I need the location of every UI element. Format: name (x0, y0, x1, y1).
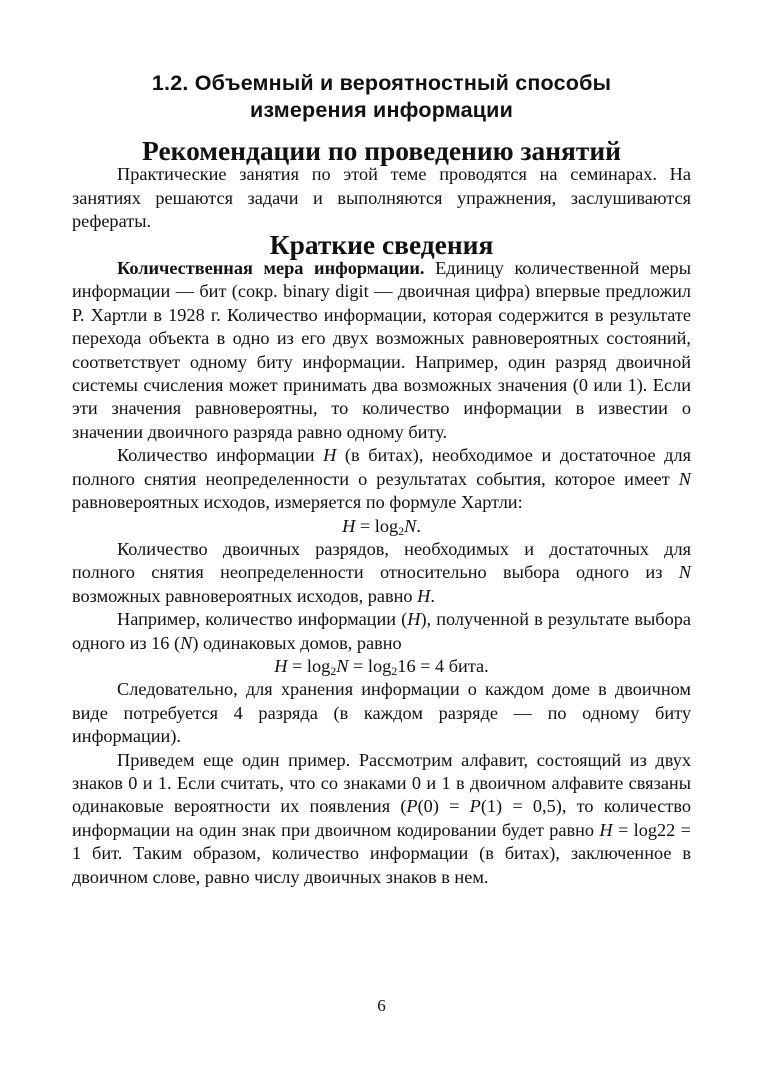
variable-p: P (406, 796, 418, 817)
subscript: 2 (398, 523, 405, 538)
section-heading-recommendations: Рекомендации по проведению занятий (142, 136, 621, 166)
text-fragment: (1) = 0,5), то количество информации на один знак при двоичном кодировании будет равно (72, 796, 691, 840)
formula-houses (72, 655, 691, 678)
variable-n: N (180, 632, 193, 653)
chapter-title-line-2: измерения информации (250, 98, 513, 122)
variable-h: H (274, 655, 288, 676)
variable-h: H (342, 515, 356, 536)
section-heading-summary: Краткие сведения (269, 229, 494, 260)
subscript: 2 (330, 663, 337, 678)
paragraph-quantitative-measure (72, 257, 691, 444)
text-fragment: Количество информации (117, 445, 324, 466)
variable-p: P (469, 796, 481, 817)
text-fragment: возможных равновероятных исходов, равно (72, 585, 418, 606)
text-fragment: (в битах), необходимое и достаточное для полного снятия неопределенности о результатах события, которое имеет (72, 445, 691, 489)
variable-n: N (336, 655, 349, 676)
paragraph-hartley-intro (72, 444, 691, 514)
term-quantitative-measure: Количественная мера информации. (117, 258, 425, 279)
text-fragment: Например, количество информации ( (117, 609, 408, 630)
text-fragment: Количество двоичных разрядов, необходимых и достаточных для полного снятия неопределенности относительно выбора одного из (72, 538, 691, 583)
variable-h: H (599, 819, 613, 840)
paragraph-storage: Следовательно, для хранения информации о каждом доме в двоичном виде потребуется 4 разряда (в каждом разряде — по одному биту информации). (72, 679, 691, 747)
text-fragment: ), полученной в результате выбора одного из 16 ( (72, 609, 691, 653)
text-fragment: = log22 = 1 бит. Таким образом, количество информации (в битах), заключенное в двоичном слове, равно числу двоичных знаков в нем. (72, 819, 691, 887)
variable-n: N (678, 562, 691, 583)
formula-fragment: = log (355, 515, 399, 536)
text-fragment: ) одинаковых домов, равно (192, 632, 402, 653)
variable-h: H (323, 445, 337, 466)
text-fragment: Приведем еще один пример. Рассмотрим алфавит, состоящий из двух знаков 0 и 1. Если считать, что со знаками 0 и 1 в двоичном алфавите связаны одинаковые вероятности их появления ( (72, 749, 691, 817)
document-page (72, 70, 691, 889)
formula-fragment: 16 = 4 бита. (397, 655, 489, 676)
subscript: 2 (391, 663, 398, 678)
formula-hartley (72, 515, 691, 538)
chapter-title (72, 70, 691, 124)
paragraph-alphabet-example (72, 749, 691, 889)
text-fragment: равновероятных исходов, измеряется по формуле Хартли: (72, 492, 523, 513)
page-number: 6 (377, 996, 386, 1015)
variable-h: H (417, 585, 431, 606)
variable-n: N (678, 468, 691, 489)
formula-fragment: = log (287, 655, 331, 676)
paragraph-recommendations: Практические занятия по этой теме проводятся на семинарах. На занятиях решаются задачи и выполняются упражнения, заслушиваются рефераты. (72, 164, 691, 232)
variable-h: H (407, 609, 421, 630)
paragraph-binary-digits (72, 538, 691, 608)
text-fragment: (0) = (417, 796, 470, 817)
chapter-title-line-1: 1.2. Объемный и вероятностный способы (151, 71, 612, 95)
text-fragment: . (430, 585, 435, 606)
paragraph-houses-example (72, 608, 691, 655)
paragraph-text: Единицу количественной меры информации — бит (сокр. binary digit — двоичная цифра) впервые предложил Р. Хартли в 1928 г. Количество информации, которая содержится в результате перехода объекта в одно из его двух возможных равновероятных состояний, соответствует одному биту информации. Например, один разряд двоичной системы счисления может принимать два возможных значения (0 или 1). Если эти значения равновероятны, то количество информации в известии о значении двоичного разряда равно одному биту. (72, 258, 691, 442)
formula-fragment: = log (348, 655, 392, 676)
formula-fragment: . (416, 515, 421, 536)
variable-n: N (404, 515, 417, 536)
